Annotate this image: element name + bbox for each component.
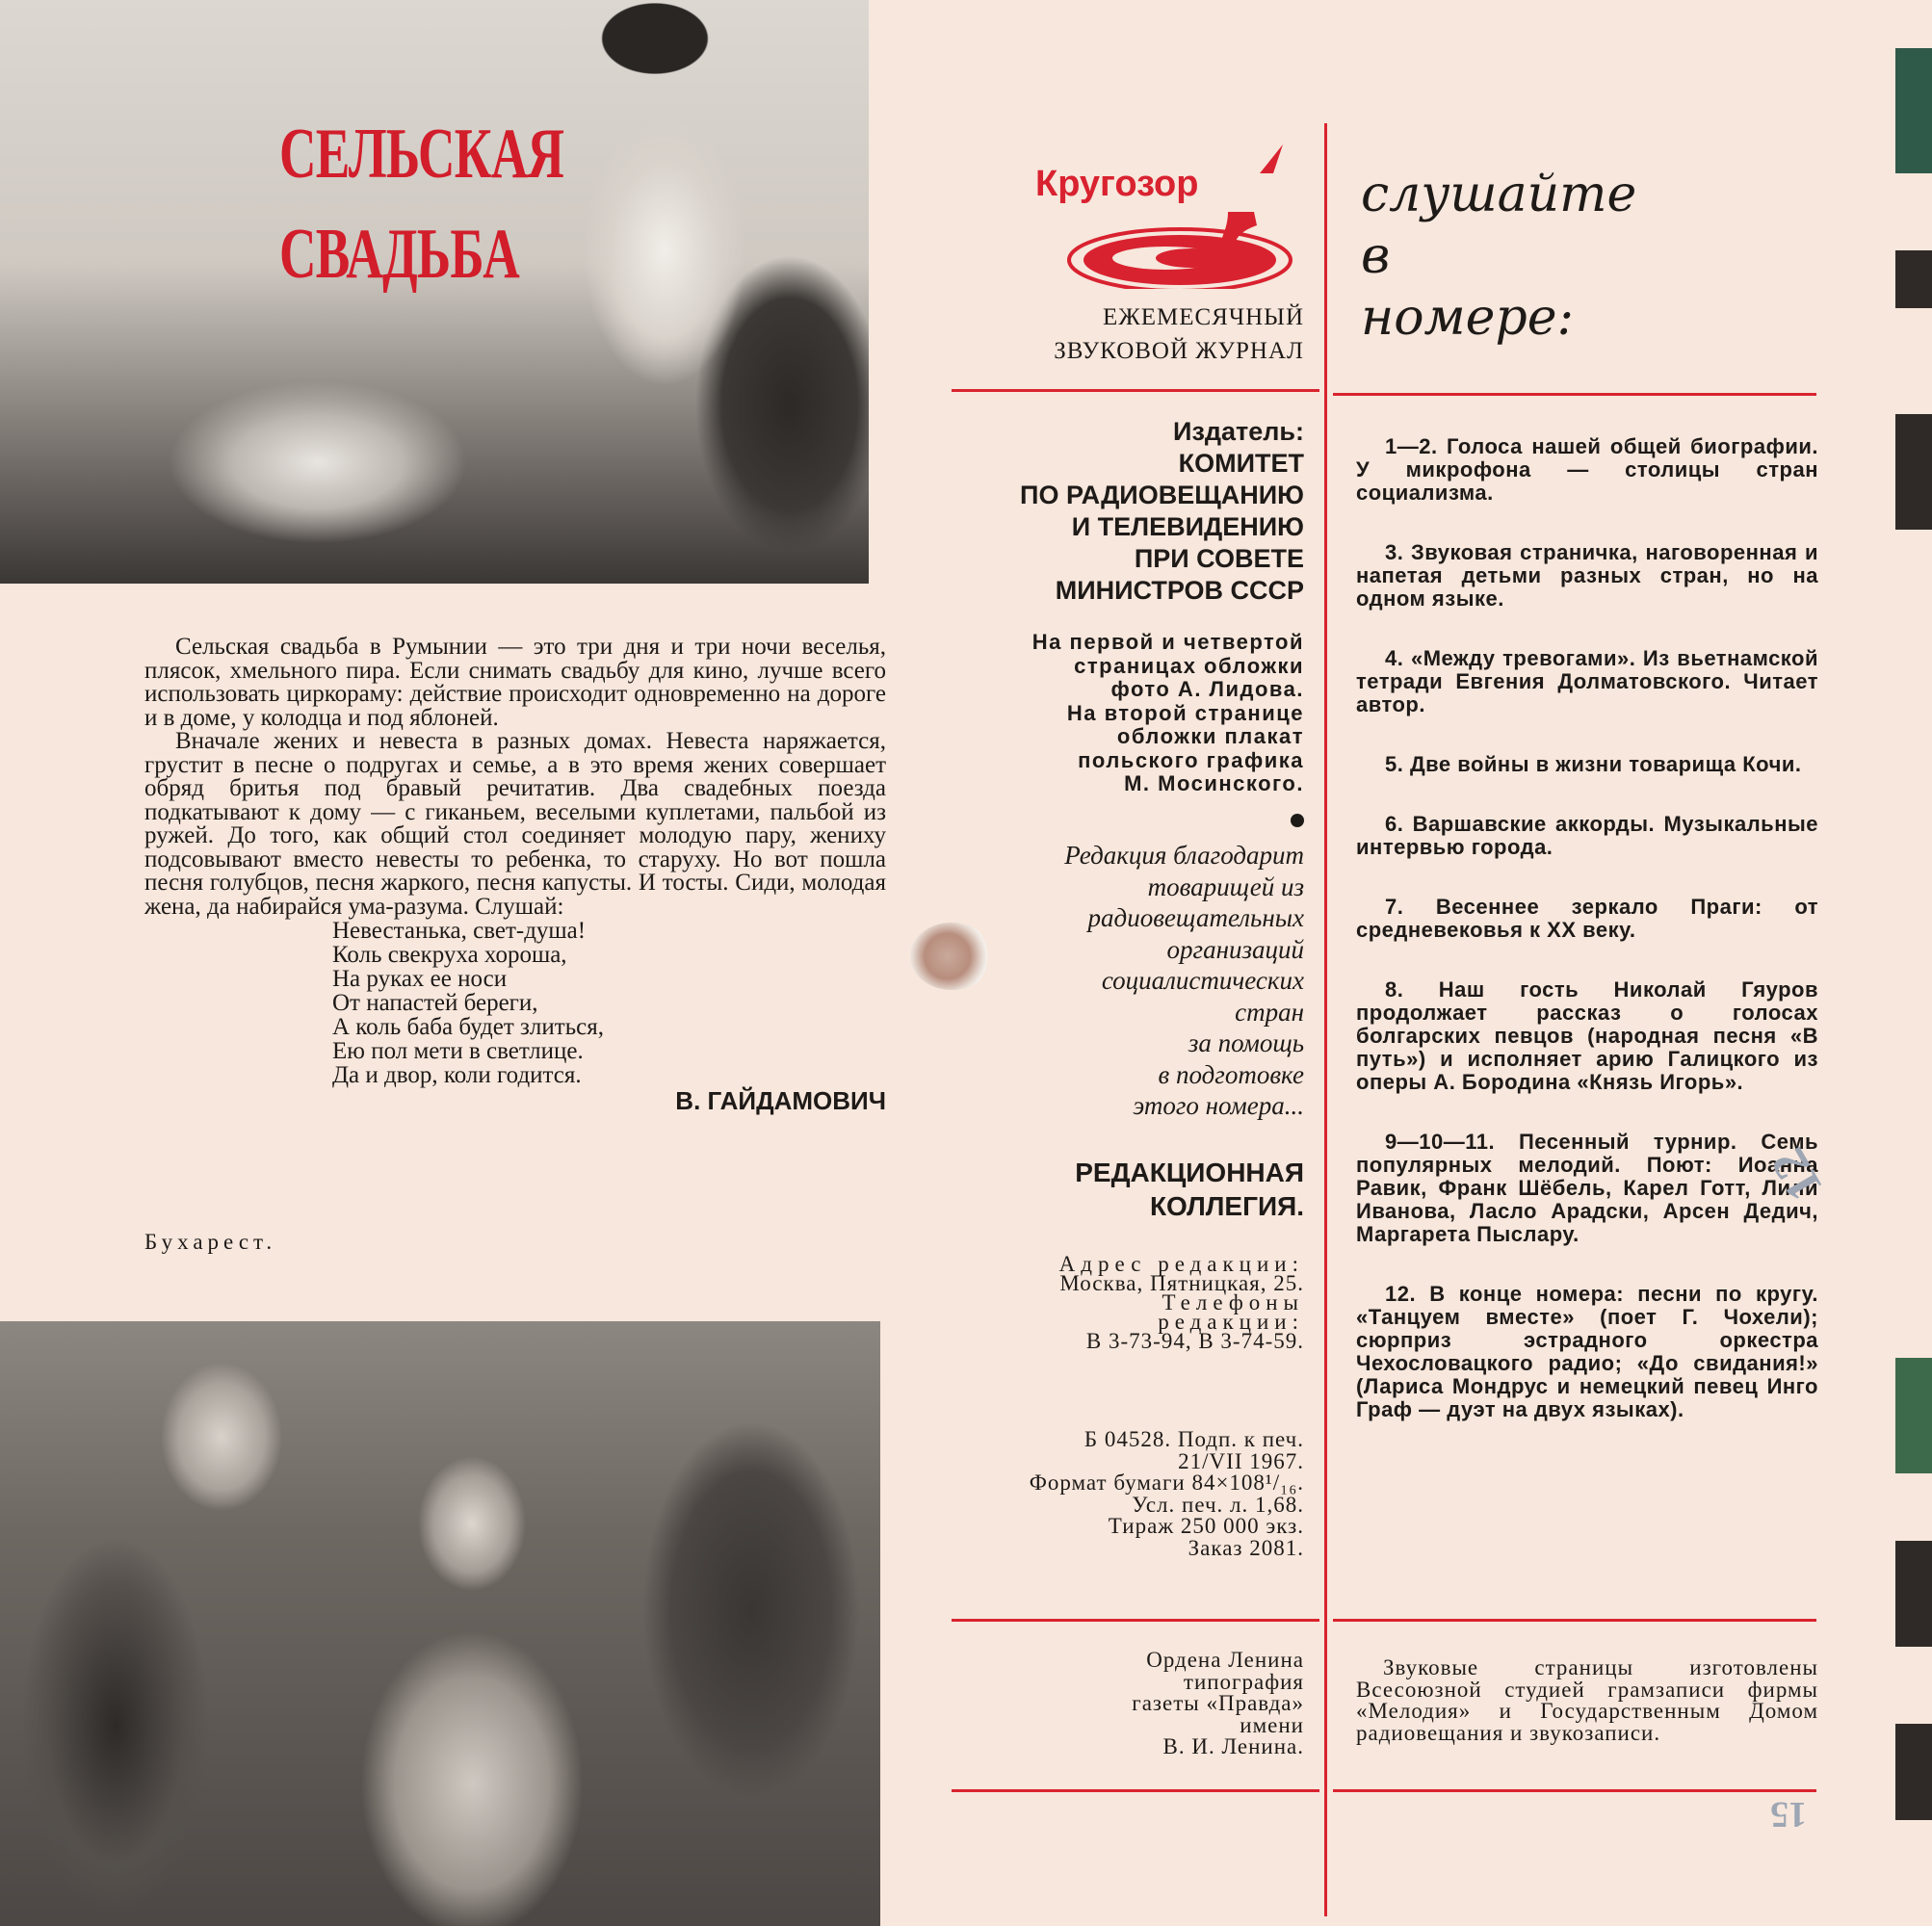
publisher-line: МИНИСТРОВ СССР: [1055, 576, 1304, 605]
contents-item: 8. Наш гость Николай Гяуров продолжает рассказ о голосах болгарских певцов (народная песня «В путь») и исполняет арию Галицкого из оперы А. Бородина «Князь Игорь».: [1356, 977, 1818, 1094]
article-author: В. ГАЙДАМОВИЧ: [675, 1086, 886, 1115]
thanks-line: в подготовке: [1158, 1059, 1304, 1089]
rule-bottom-middle: [952, 1619, 1319, 1622]
studio-note: Звуковые страницы изготовлены Всесоюзной студией грамзаписи фирмы «Мелодия» и Государственным Домом радиовещания и звукозаписи.: [1356, 1655, 1818, 1745]
thanks-line: Редакция благодарит: [1064, 841, 1304, 870]
editorial-board: [1075, 1156, 1304, 1223]
rule-masthead-middle: [952, 389, 1319, 392]
contents-heading: [1361, 164, 1636, 349]
thanks-line: товарищей из: [1147, 872, 1304, 901]
binder-tab: [1895, 1358, 1932, 1473]
contents-item: 12. В конце номера: песни по кругу. «Танцуем вместе» (поет Г. Чохели); сюрприз эстрадного оркестра Чехословацкого радио; «До свидания!» (Лариса Мондрус и немецкий певец Инго Граф — дуэт на двух языках).: [1356, 1282, 1818, 1421]
address-line: редакции:: [1158, 1310, 1304, 1334]
thanks-line: стран: [1235, 997, 1304, 1027]
publisher-line: ПРИ СОВЕТЕ: [1134, 544, 1304, 573]
article-paragraph-2: Вначале жених и невеста в разных домах. Невеста наряжается, грустит в песне о подругах и семье, а в это время жених совершает обряд бритья под бравый речитатив. Два свадебных поезда подкатывают к дому — с гиканьем, веселыми куплетами, пальбой из ружей. До того, как общий стол соединяет молодую пару, жениху подсовывают вместо невесты то ребенка, то старуху. Но вот пошла песня голубцов, песня жаркого, песня капусты. И тосты. Сиди, молодая жена, да набирайся ума-разума. Слушай:: [144, 728, 886, 920]
credits-line: На первой и четвертой: [1031, 630, 1304, 654]
binder-tab: [1895, 1541, 1932, 1647]
editorial-address: [1058, 1252, 1304, 1353]
address-line: Телефоны: [1162, 1290, 1304, 1314]
publisher-line: И ТЕЛЕВИДЕНИЮ: [1071, 512, 1304, 541]
contents-item: 4. «Между тревогами». Из вьетнамской тетради Евгения Долматовского. Читает автор.: [1356, 646, 1818, 716]
poem-line: Невестанька, свет-душа!: [332, 918, 587, 944]
contents-item: 6. Варшавские аккорды. Музыкальные интервью города.: [1356, 812, 1818, 859]
address-line: В 3-73-94, В 3-74-59.: [1085, 1329, 1304, 1353]
printer-line: типография: [1183, 1669, 1304, 1694]
article-title: [279, 104, 564, 304]
logo-text: Кругозор: [1035, 164, 1199, 204]
printer-line: Ордена Ленина: [1146, 1648, 1304, 1672]
board-line-2: КОЛЛЕГИЯ.: [1149, 1191, 1304, 1221]
poem-line: Да и двор, коли годится.: [332, 1062, 582, 1088]
binder-tab: [1895, 250, 1932, 308]
article-body: [144, 636, 886, 1113]
imprint-line: Заказ 2081.: [1188, 1535, 1304, 1560]
heading-line-1: слушайте: [1361, 166, 1637, 223]
contents-item: 7. Весеннее зеркало Праги: от средневековья к XX веку.: [1356, 895, 1818, 942]
publisher-block: [1020, 416, 1304, 607]
imprint-line: Формат бумаги 84×108¹/₁₆.: [1029, 1471, 1304, 1495]
top-photo: [0, 0, 869, 584]
bottom-photo: [0, 1321, 880, 1926]
imprint-line: Тираж 250 000 экз.: [1108, 1514, 1304, 1538]
thanks-note: [1064, 840, 1304, 1122]
thanks-line: радиовещательных: [1087, 903, 1304, 932]
address-line: Москва, Пятницкая, 25.: [1059, 1271, 1304, 1295]
handwritten-number: 15: [1770, 1794, 1807, 1835]
rule-footer-right: [1333, 1789, 1816, 1792]
heading-line-2: в: [1361, 227, 1391, 285]
publisher-line: КОМИТЕТ: [1178, 449, 1304, 478]
credits-line: обложки плакат: [1116, 724, 1304, 748]
rule-footer-middle: [952, 1789, 1319, 1792]
poem-line: Ею пол мети в светлице.: [332, 1038, 584, 1064]
printer-line: газеты «Правда»: [1132, 1691, 1304, 1715]
binder-tab: [1895, 48, 1932, 173]
print-imprint: [1030, 1429, 1304, 1559]
poem-line: На руках ее носи: [332, 966, 508, 992]
column-divider: [1324, 123, 1327, 1916]
contents-item: 1—2. Голоса нашей общей биографии. У микрофона — столицы стран социализма.: [1356, 434, 1818, 505]
thanks-line: этого номера...: [1133, 1091, 1304, 1120]
contents-item: 5. Две войны в жизни товарища Кочи.: [1385, 752, 1802, 776]
address-line: Адрес редакции:: [1058, 1252, 1304, 1276]
printer-line: В. И. Ленина.: [1162, 1734, 1304, 1758]
photo-credits: [1032, 631, 1304, 796]
credits-line: польского графика: [1078, 747, 1304, 772]
article-paragraph-1: Сельская свадьба в Румынии — это три дня и три ночи веселья, плясок, хмельного пира. Если снимать свадьбу для кино, лучше всего использовать циркораму: действие происходит одновременно на дороге и в доме, у колодца и под яблоней.: [144, 634, 886, 731]
contents-list: [1356, 435, 1818, 1458]
printer-info: [1132, 1650, 1304, 1758]
imprint-line: 21/VII 1967.: [1178, 1448, 1304, 1473]
rule-masthead-right: [1333, 393, 1816, 396]
poem-line: А коль баба будет злиться,: [332, 1014, 604, 1040]
contents-item: 9—10—11. Песенный турнир. Семь популярных мелодий. Поют: Иоанна Равик, Франк Шёбель, Карел Готт, Лили Иванова, Ласло Арадски, Арсен Дедич, Маргарета Пыслару.: [1356, 1130, 1818, 1246]
thanks-line: организаций: [1166, 934, 1304, 964]
masthead-tagline: [1054, 300, 1304, 368]
publisher-line: ПО РАДИОВЕЩАНИЮ: [1020, 481, 1304, 509]
bullet-dot-icon: [1291, 814, 1304, 827]
article-city: Бухарест.: [144, 1230, 277, 1254]
heading-line-3: номере:: [1361, 289, 1575, 347]
record-spindle-hole: [910, 923, 993, 990]
rule-bottom-right: [1333, 1619, 1816, 1622]
tagline-line-2: ЗВУКОВОЙ ЖУРНАЛ: [1054, 338, 1304, 364]
tagline-line-1: ЕЖЕМЕСЯЧНЫЙ: [1103, 304, 1304, 330]
imprint-line: Усл. печ. л. 1,68.: [1132, 1492, 1304, 1517]
title-line-2: СВАДЬБА: [279, 215, 519, 294]
board-line-1: РЕДАКЦИОННАЯ: [1075, 1158, 1304, 1187]
credits-line: На второй странице: [1066, 700, 1304, 725]
record-logo-icon: [1031, 144, 1319, 289]
binder-tab: [1895, 1724, 1932, 1820]
poem: [332, 919, 886, 1087]
contents-item: 3. Звуковая страничка, наговоренная и напетая детьми разных стран, но на одном языке.: [1356, 540, 1818, 611]
poem-line: Коль свекруха хороша,: [332, 942, 567, 968]
thanks-line: социалистических: [1101, 966, 1304, 995]
credits-line: страницах обложки: [1074, 653, 1304, 678]
credits-line: фото А. Лидова.: [1110, 677, 1304, 701]
imprint-line: Б 04528. Подп. к печ.: [1083, 1427, 1304, 1451]
poem-line: От напастей береги,: [332, 990, 538, 1016]
publisher-line: Издатель:: [1173, 417, 1304, 446]
printer-line: имени: [1240, 1712, 1304, 1737]
title-line-1: СЕЛЬСКАЯ: [279, 115, 564, 194]
binder-tab: [1895, 414, 1932, 530]
krugozor-logo: [1031, 144, 1319, 289]
handwritten-number: 12: [1761, 1138, 1834, 1210]
credits-line: М. Мосинского.: [1124, 771, 1304, 795]
thanks-line: за помощь: [1188, 1028, 1304, 1057]
